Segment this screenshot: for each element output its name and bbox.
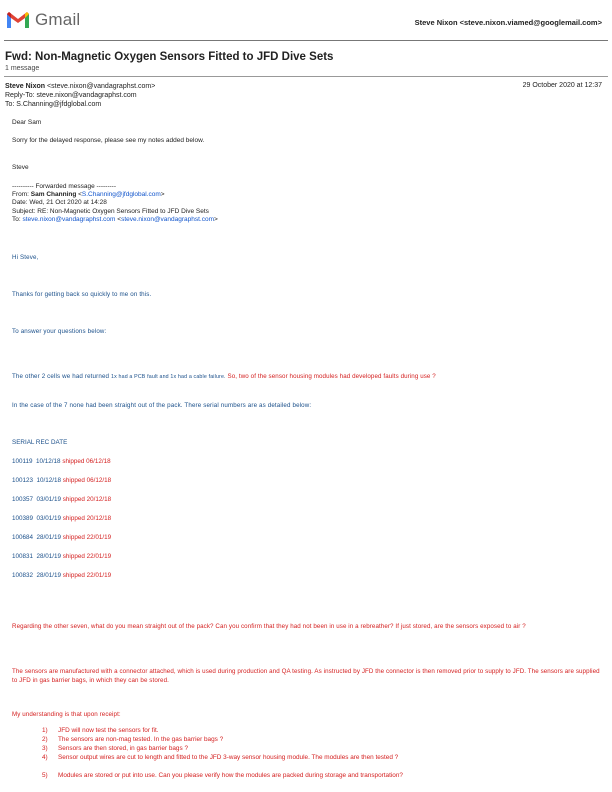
rec-date: 03/01/19 [33, 515, 63, 522]
message-count: 1 message [5, 65, 40, 72]
shipped-date: shipped 22/01/19 [62, 553, 112, 560]
email-subject: Fwd: Non-Magnetic Oxygen Sensors Fitted to JFD Dive Sets [5, 51, 334, 63]
rec-date: 10/12/18 [32, 458, 63, 465]
email-date: 29 October 2020 at 12:37 [522, 82, 602, 89]
fwd-to-email-link-2[interactable]: steve.nixon@vandagraphst.com [121, 216, 215, 223]
fwd-to-gt: > [214, 216, 218, 223]
step-number: 3) [42, 745, 48, 752]
shipped-date: shipped 20/12/18 [62, 496, 112, 503]
quoted-seven: In the case of the 7 none had been straight out of the pack. There serial numbers are as detailed below: [12, 402, 312, 409]
step-text: Sensors are then stored, in gas barrier bags ? [58, 745, 189, 752]
receipt-step [42, 727, 159, 734]
serial-row [12, 572, 111, 579]
shipped-date: shipped 22/01/19 [62, 534, 112, 541]
cells-reply: So, two of the sensor housing modules had developed faults during use ? [225, 373, 436, 380]
fwd-from-email-link[interactable]: S.Channing@jfdglobal.com [81, 191, 161, 198]
step-text: Sensor output wires are cut to length and fitted to the JFD 3-way sensor housing module. The modules are then tested ? [58, 754, 399, 761]
fwd-to-lt: < [115, 216, 122, 223]
serial-number: 100123 [12, 477, 34, 484]
step-number: 5) [42, 772, 48, 779]
cells-text-b: 1x had a PCB fault and 1x had a cable failure. [111, 374, 226, 380]
step-text: Modules are stored or put into use. Can you please verify how the modules are packed during storage and transportation? [58, 772, 403, 779]
forwarded-marker: ---------- Forwarded message --------- [12, 183, 116, 190]
serial-row [12, 477, 111, 484]
fwd-to-label: To: [12, 216, 23, 223]
step-text: JFD will now test the sensors for fit. [58, 727, 159, 734]
fwd-date: Date: Wed, 21 Oct 2020 at 14:28 [12, 199, 107, 206]
fwd-to-email-link[interactable]: steve.nixon@vandagraphst.com [22, 216, 116, 223]
serial-number: 100357 [12, 496, 34, 503]
fwd-from-gt: > [160, 191, 165, 198]
cells-text-a: The other 2 cells we had returned [12, 373, 111, 380]
serial-table-header: SERIAL REC DATE [12, 439, 68, 446]
serial-number: 100831 [12, 553, 34, 560]
quoted-answer: To answer your questions below: [12, 328, 107, 335]
step-number: 2) [42, 736, 48, 743]
intro-text: Sorry for the delayed response, please see my notes added below. [12, 137, 205, 144]
reply-to: Reply-To: steve.nixon@vandagraphst.com [5, 92, 137, 99]
receipt-step [42, 754, 398, 761]
serial-number: 100832 [12, 572, 34, 579]
quoted-hi: Hi Steve, [12, 254, 39, 261]
quoted-cells [12, 365, 436, 383]
gmail-envelope-icon [6, 11, 30, 29]
sender-address: <steve.nixon@vandagraphst.com> [47, 83, 156, 90]
shipped-date: shipped 22/01/19 [62, 572, 112, 579]
serial-number: 100684 [12, 534, 34, 541]
to-line: To: S.Channing@jfdglobal.com [5, 101, 102, 108]
serial-row [12, 496, 111, 503]
shipped-date: shipped 20/12/18 [62, 515, 112, 522]
step-text: The sensors are non-mag tested. In the gas barrier bags ? [58, 736, 224, 743]
receipt-step [42, 772, 403, 779]
gmail-wordmark: Gmail [35, 10, 81, 29]
shipped-date: shipped 06/12/18 [62, 477, 112, 484]
quoted-understanding: My understanding is that upon receipt: [12, 711, 121, 718]
fwd-to [12, 216, 218, 223]
rec-date: 10/12/18 [33, 477, 63, 484]
serial-number: 100119 [12, 458, 33, 465]
serial-row [12, 553, 111, 560]
sender-line [5, 82, 155, 91]
signoff: Steve [12, 164, 29, 171]
subject-divider [4, 76, 608, 77]
rec-date: 28/01/19 [33, 553, 63, 560]
shipped-date: shipped 06/12/18 [62, 458, 111, 465]
quoted-thanks: Thanks for getting back so quickly to me on this. [12, 291, 152, 298]
rec-date: 28/01/19 [33, 534, 63, 541]
serial-row [12, 458, 111, 465]
step-number: 4) [42, 754, 48, 761]
receipt-step [42, 745, 188, 752]
account-label: Steve Nixon <steve.nixon.viamed@googlemail.com> [414, 18, 602, 27]
rec-date: 28/01/19 [33, 572, 63, 579]
quoted-manufactured: The sensors are manufactured with a connector attached, which is used during production and QA testing. As instructed by JFD the connector is then removed prior to supply to JFD. The sensors are supplied to JFD in gas barrier bags, in which they can be stored. [12, 668, 600, 684]
gmail-logo [6, 10, 80, 30]
step-number: 1) [42, 727, 48, 734]
fwd-from-name: Sam Channing [30, 191, 77, 198]
sender-name: Steve Nixon [5, 83, 46, 90]
header-divider [4, 40, 608, 41]
serial-row [12, 534, 111, 541]
receipt-step [42, 736, 223, 743]
quoted-regarding: Regarding the other seven, what do you mean straight out of the pack? Can you confirm that they had not been in use in a rebreather? If just stored, are the sensors exposed to air ? [12, 623, 526, 630]
fwd-from-lt: < [76, 191, 82, 198]
rec-date: 03/01/19 [33, 496, 63, 503]
fwd-from-label: From: [12, 191, 31, 198]
greeting: Dear Sam [12, 119, 42, 126]
serial-row [12, 515, 111, 522]
fwd-from [12, 191, 165, 198]
fwd-subject: Subject: RE: Non-Magnetic Oxygen Sensors Fitted to JFD Dive Sets [12, 208, 209, 215]
serial-number: 100389 [12, 515, 34, 522]
